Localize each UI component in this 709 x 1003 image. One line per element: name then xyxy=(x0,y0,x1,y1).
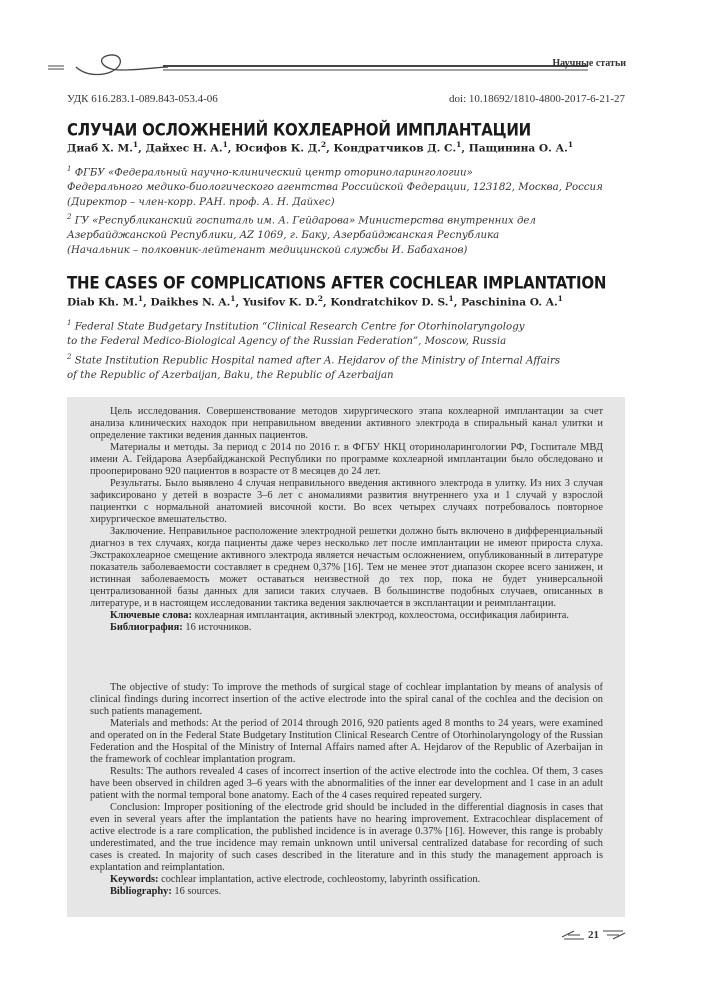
affiliation-line: $^2$ State Institution Republic Hospital named after A. Hejdarov of the Ministry of Internal Affairs xyxy=(67,353,561,367)
author-name: Daikhes N. A. xyxy=(150,296,231,309)
abstract-paragraph: Результаты. Было выявлено 4 случая неправильного введения активного электрода в улитку. Из них 3 случая зафиксировано у детей в возрасте 3–6 лет с аномалиями развития внутреннего уха и 1 случай у взрослой пациентки с нормальной анатомией височной кости. Во всех четырех случаях потребовалось повторное хирургическое вмешательство. xyxy=(90,478,603,525)
author-affiliation-mark: 1 xyxy=(557,294,563,303)
affiliation-line: of the Republic of Azerbaijan, Baku, the Republic of Azerbaijan xyxy=(67,370,394,382)
author-affiliation-mark: 1 xyxy=(137,294,144,303)
affiliation-line: Федерального медико-биологического агентства Российской Федерации, 123182, Москва, Россия xyxy=(67,182,603,194)
page-footer xyxy=(560,929,627,941)
abstract-en xyxy=(90,682,603,898)
author-name: Kondratchikov D. S. xyxy=(330,296,449,309)
abstract-box xyxy=(67,397,625,917)
author-name: Кондратчиков Д. С. xyxy=(333,142,457,155)
affiliation-mark: 1 xyxy=(67,165,72,173)
abstract-paragraph: Conclusion: Improper positioning of the electrode grid should be included in the differential diagnosis in cases that even in several years after the implantation the patients have no hearing improvement. Extracochlear displacement of active electrode is a rare complication, the published incidence is in average 0.37% [16]. However, this range is probably underestimated, and the true incidence may remain unknown until universal centralized database for recording of such cases is created. In majority of such cases described in the literature and in this study the management approach is explantation and reimplantation. xyxy=(90,802,603,873)
keywords-label: Keywords: xyxy=(110,874,159,885)
abstract-paragraph: Цель исследования. Совершенствование методов хирургического этапа кохлеарной имплантации за счет анализа клинических находок при неправильном введении активного электрода в спиральный канал улитки и определение тактики ведения данных пациентов. xyxy=(90,406,603,441)
author-name: Дайхес Н. А. xyxy=(145,142,223,155)
bibliography-text: 16 sources. xyxy=(174,886,222,897)
affiliation-line: $^1$ ФГБУ «Федеральный научно-клинический центр оториноларингологии» xyxy=(67,165,473,179)
keywords-en xyxy=(90,874,603,886)
affiliation-line: (Начальник – полковник-лейтенант медицинской службы И. Бабаханов) xyxy=(67,245,468,257)
author-affiliation-mark: 2 xyxy=(317,294,324,303)
meta-line xyxy=(67,93,625,105)
author-affiliation-mark: 1 xyxy=(230,294,236,303)
bibliography-en xyxy=(90,886,603,898)
affiliation-ru-2 xyxy=(67,210,637,258)
author-name: Diab Kh. M. xyxy=(67,296,138,309)
affiliation-line: $^1$ Federal State Budgetary Institution “Clinical Research Centre for Otorhinolaryngology xyxy=(67,319,525,333)
author-name: Paschinina O. A. xyxy=(461,296,558,309)
author-name: Пащинина О. А. xyxy=(468,142,568,155)
keywords-label: Ключевые слова: xyxy=(110,610,192,621)
authors-ru: Диаб Х. М.$^1$, Дайхес Н. А.$^1$, Юсифов К. Д.$^2$, Кондратчиков Д. С.$^1$, Пащинина О. А.$^1$ xyxy=(67,140,574,155)
abstract-ru xyxy=(90,406,603,634)
affiliation-mark: 2 xyxy=(67,353,72,361)
bibliography-ru xyxy=(90,622,603,634)
bibliography-label: Bibliography: xyxy=(110,886,172,897)
author-affiliation-mark: 1 xyxy=(567,140,574,149)
author-name: Yusifov K. D. xyxy=(242,296,318,309)
affiliation-line: to the Federal Medico-Biological Agency of the Russian Federation”, Moscow, Russia xyxy=(67,336,507,348)
journal-ornament-icon xyxy=(48,50,588,80)
affiliation-line: $^2$ ГУ «Республиканский госпиталь им. А. Гейдарова» Министерства внутренних дел xyxy=(67,213,536,227)
page-ornament-right-icon xyxy=(601,929,627,941)
bibliography-text: 16 источников. xyxy=(185,622,252,633)
author-affiliation-mark: 1 xyxy=(132,140,139,149)
title-en: THE CASES OF COMPLICATIONS AFTER COCHLEAR IMPLANTATION xyxy=(67,273,607,293)
affiliation-en-1 xyxy=(67,316,637,349)
udk-code: УДК 616.283.1-089.843-053.4-06 xyxy=(67,93,218,105)
affiliation-mark: 2 xyxy=(67,213,72,221)
affiliation-line: Азербайджанской Республики, AZ 1069, г. Баку, Азербайджанская Республика xyxy=(67,230,500,242)
author-affiliation-mark: 1 xyxy=(222,140,228,149)
title-ru: СЛУЧАИ ОСЛОЖНЕНИЙ КОХЛЕАРНОЙ ИМПЛАНТАЦИИ xyxy=(67,120,532,140)
bibliography-label: Библиография: xyxy=(110,622,183,633)
abstract-paragraph: Results: The authors revealed 4 cases of incorrect insertion of the active electrode into the cochlea. Of them, 3 cases have been observed in children aged 3–6 years with the abnormalities of the inner ear development and 1 case in an adult patient with the normal temporal bone anatomy. Each of the 4 cases required repeated surgery. xyxy=(90,766,603,801)
keywords-text: cochlear implantation, active electrode, cochleostomy, labyrinth ossification. xyxy=(161,874,481,885)
author-name: Диаб Х. М. xyxy=(67,142,133,155)
abstract-paragraph: Materials and methods: At the period of 2014 through 2016, 920 patients aged 8 months to 24 years, were examined and operated on in the Federal State Budgetary Institution Clinical Research Centre of Otorhinolaryngology of the Russian Federation and the Hospital of the Ministry of Internal Affairs named after A. Hejdarov of the Republic of Azerbaijan in the framework of cochlear implantation program. xyxy=(90,718,603,765)
affiliation-mark: 1 xyxy=(67,319,72,327)
page-ornament-left-icon xyxy=(560,929,586,941)
author-affiliation-mark: 1 xyxy=(448,294,454,303)
doi: doi: 10.18692/1810-4800-2017-6-21-27 xyxy=(449,93,625,105)
author-affiliation-mark: 2 xyxy=(320,140,327,149)
section-label: Научные статьи xyxy=(552,58,626,69)
abstract-paragraph: Заключение. Неправильное расположение электродной решетки должно быть включено в дифференциальный диагноз в тех случаях, когда пациенты даже через несколько лет после имплантации не имеют прироста слуха. Экстракохлеарное смещение активного электрода является нечастым осложнением, опубликованный в литературе показатель заболеваемости составляет в среднем 0,37% [16]. Тем не менее этот диапазон скорее всего занижен, и истинная заболеваемость может оставаться неизвестной до тех пор, пока не будет универсальной централизованной базы данных для записи таких случаев. В большинстве подобных случаев, описанных в литературе, и в настоящем исследовании тактика ведения заключается в эксплантации и реимплантации. xyxy=(90,526,603,609)
author-name: Юсифов К. Д. xyxy=(235,142,321,155)
abstract-paragraph: The objective of study: To improve the methods of surgical stage of cochlear implantation by means of analysis of clinical findings during incorrect insertion of the active electrode into the spiral canal of the cochlea and the decision on such patients management. xyxy=(90,682,603,717)
abstract-paragraph: Материалы и методы. За период с 2014 по 2016 г. в ФГБУ НКЦ оториноларингологии РФ, Госпитале МВД имени А. Гейдарова Азербайджанской Республики по программе кохлеарной имплантации было обследовано и прооперировано 920 пациентов в возрасте от 8 месяцев до 24 лет. xyxy=(90,442,603,477)
affiliation-ru-1 xyxy=(67,162,637,210)
keywords-ru xyxy=(90,610,603,622)
running-header xyxy=(48,50,626,80)
author-affiliation-mark: 1 xyxy=(456,140,462,149)
affiliation-en-2 xyxy=(67,350,637,383)
page-number: 21 xyxy=(588,929,599,941)
keywords-text: кохлеарная имплантация, активный электрод, кохлеостома, оссификация лабиринта. xyxy=(194,610,569,621)
affiliation-line: (Директор – член-корр. РАН. проф. А. Н. Дайхес) xyxy=(67,197,335,209)
authors-en: Diab Kh. M.$^1$, Daikhes N. A.$^1$, Yusifov K. D.$^2$, Kondratchikov D. S.$^1$, Paschinina O. A.$^1$ xyxy=(67,294,563,309)
